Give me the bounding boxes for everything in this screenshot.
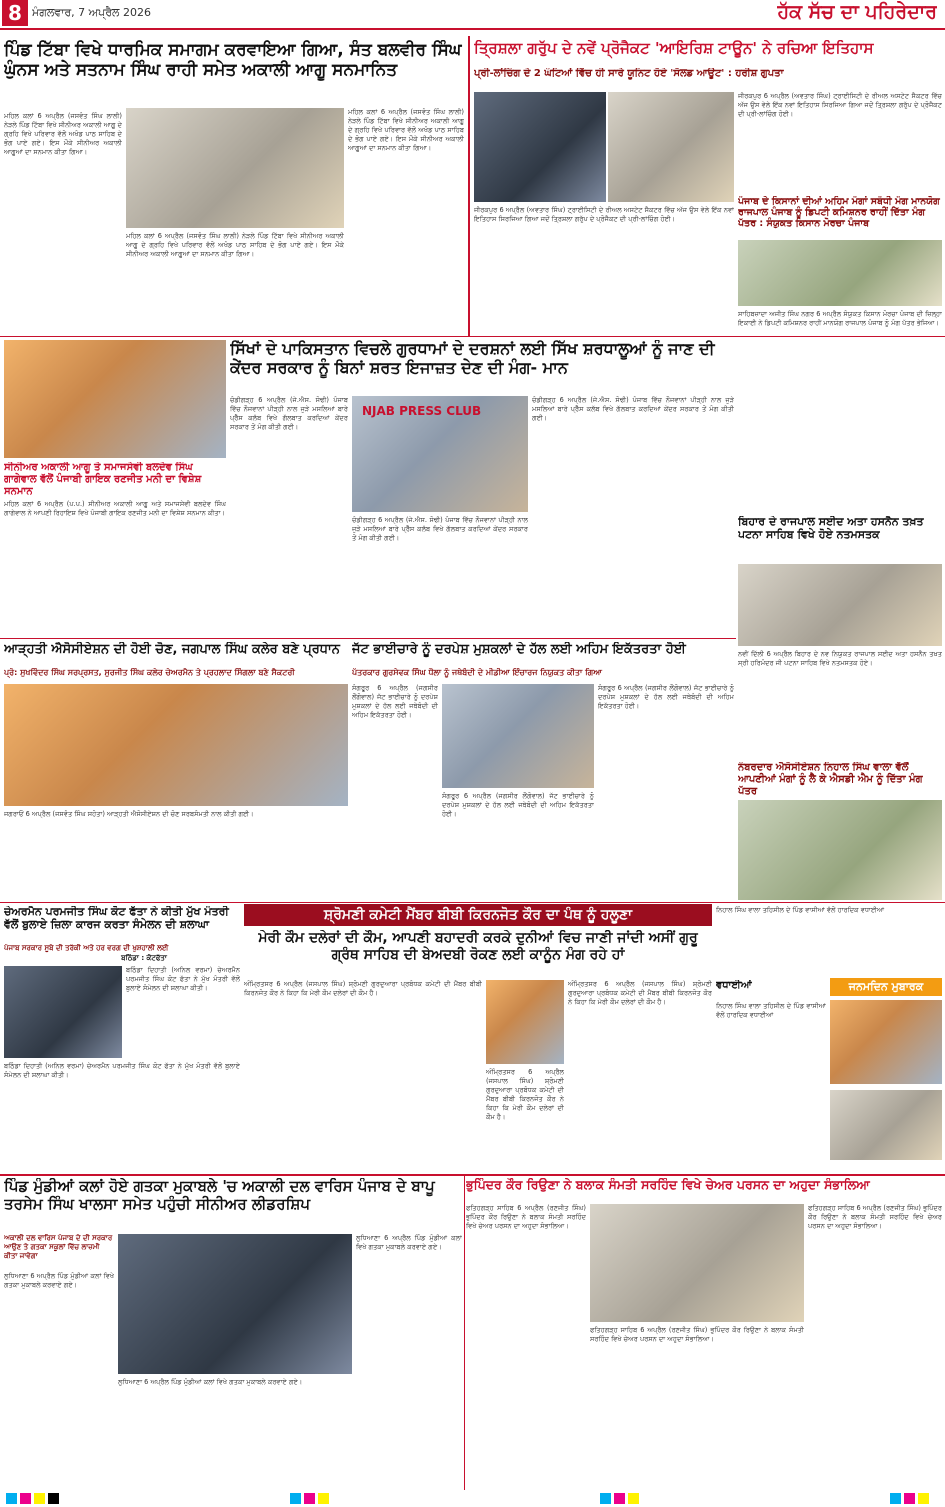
- a3-photo-banner: NJAB PRESS CLUB: [362, 404, 482, 418]
- a3-headline: ਸਿੱਖਾਂ ਦੇ ਪਾਕਿਸਤਾਨ ਵਿਚਲੇ ਗੁਰਧਾਮਾਂ ਦੇ ਦਰਸ਼ਨਾਂ ਲਈ ਸਿੱਖ ਸ਼ਰਧਾਲੂਆਂ ਨੂੰ ਜਾਣ ਦੀ ਕੇਂਦਰ ਸਰਕਾਰ ਨੂੰ ਬਿਨਾਂ ਸ਼ਰਤ ਇਜਾਜ਼ਤ ਦੇਣ ਦੀ ਮੰਗ- ਮਾਨ: [230, 340, 715, 377]
- a8-photo: [442, 684, 594, 788]
- a5-body: ਸਾਹਿਬਜ਼ਾਦਾ ਅਜੀਤ ਸਿੰਘ ਨਗਰ 6 ਅਪ੍ਰੈਲ ਸੰਯੁਕਤ ਕਿਸਾਨ ਮੋਰਚਾ ਪੰਜਾਬ ਦੀ ਜ਼ਿਲ੍ਹਾ ਇਕਾਈ ਨੇ ਡਿਪਟੀ ਕਮਿਸ਼ਨਰ ਰਾਹੀਂ ਮਾਨਯੋਗ ਰਾਜਪਾਲ ਪੰਜਾਬ ਨੂੰ ਮੰਗ ਪੱਤਰ ਭੇਜਿਆ।: [738, 310, 942, 328]
- a14-headline: ਭੁਪਿੰਦਰ ਕੌਰ ਰਿਉਣਾ ਨੇ ਬਲਾਕ ਸੰਮਤੀ ਸਰਹਿੰਦ ਵਿਖੇ ਚੇਅਰ ਪਰਸਨ ਦਾ ਅਹੁਦਾ ਸੰਭਾਲਿਆ: [466, 1178, 870, 1192]
- a4-photo: [4, 340, 226, 458]
- column-divider: [464, 1176, 465, 1490]
- a8-body-col3: ਸੰਗਰੂਰ 6 ਅਪ੍ਰੈਲ (ਜਗਸੀਰ ਲੌਂਗੋਵਾਲ) ਜੱਟ ਭਾਈਚਾਰੇ ਨੂੰ ਦਰਪੇਸ਼ ਮੁਸ਼ਕਲਾਂ ਦੇ ਹੱਲ ਲਈ ਜਥੇਬੰਦੀ ਦੀ ਅਹਿਮ ਇਕੱਤਰਤਾ ਹੋਈ।: [442, 792, 594, 819]
- reg-yellow: [628, 1493, 639, 1504]
- page-header: [0, 0, 945, 30]
- a13-subhead: ਅਕਾਲੀ ਦਲ ਵਾਰਿਸ ਪੰਜਾਬ ਦੇ ਦੀ ਸਰਕਾਰ ਆਉਣ ਤੇ ਗਤਕਾ ਸਕੂਲਾਂ ਵਿੱਚ ਲਾਜ਼ਮੀ ਕੀਤਾ ਜਾਵੇਗਾ: [4, 1234, 113, 1260]
- a10-headline: ਚੇਅਰਮੈਨ ਪਰਮਜੀਤ ਸਿੰਘ ਕੋਟ ਫੱਤਾ ਨੇ ਕੀਤੀ ਮੁੱਖ ਮੰਤਰੀ ਵੱਲੋਂ ਬੁਲਾਏ ਜ਼ਿਲਾ ਕਾਰਜ ਕਰਤਾ ਸੰਮੇਲਨ ਦੀ ਸ਼ਲਾਘਾ: [4, 906, 229, 931]
- a11-photo: [486, 980, 564, 1064]
- registration-strip: [0, 1490, 945, 1507]
- a8-subhead: ਪੱਤਰਕਾਰ ਗੁਰਸੇਵਕ ਸਿੰਘ ਧੌਲਾ ਨੂੰ ਜਥੇਬੰਦੀ ਦੇ ਮੀਡੀਆ ਇੰਚਾਰਜ ਨਿਯੁਕਤ ਕੀਤਾ ਗਿਆ: [352, 668, 602, 677]
- a13-body-col2: ਲੁਧਿਆਣਾ 6 ਅਪ੍ਰੈਲ ਪਿੰਡ ਮੁੰਡੀਆਂ ਕਲਾਂ ਵਿਖੇ ਗਤਕਾ ਮੁਕਾਬਲੇ ਕਰਵਾਏ ਗਏ।: [356, 1234, 462, 1252]
- a9-photo: [738, 800, 942, 900]
- a7-headline: ਆੜ੍ਹਤੀ ਐਸੋਸੀਏਸ਼ਨ ਦੀ ਹੋਈ ਚੋਣ, ਜਗਪਾਲ ਸਿੰਘ ਕਲੇਰ ਬਣੇ ਪ੍ਰਧਾਨ: [4, 642, 340, 657]
- a3-photo: [352, 396, 528, 512]
- a1-body: ਮਹਿਲ ਕਲਾਂ 6 ਅਪ੍ਰੈਲ (ਜਸਵੰਤ ਸਿੰਘ ਲਾਲੀ) ਨੇੜਲੇ ਪਿੰਡ ਟਿੱਬਾ ਵਿਖੇ ਸੀਨੀਅਰ ਅਕਾਲੀ ਆਗੂ ਦੇ ਗ੍ਰਹਿ ਵਿਖੇ ਪਰਿਵਾਰ ਵੱਲੋਂ ਅਖੰਡ ਪਾਠ ਸਾਹਿਬ ਦੇ ਭੋਗ ਪਾਏ ਗਏ। ਇਸ ਮੌਕੇ ਸੀਨੀਅਰ ਅਕਾਲੀ ਆਗੂਆਂ ਦਾ ਸਨਮਾਨ ਕੀਤਾ ਗਿਆ।: [4, 112, 122, 157]
- a1-body-col3: ਮਹਿਲ ਕਲਾਂ 6 ਅਪ੍ਰੈਲ (ਜਸਵੰਤ ਸਿੰਘ ਲਾਲੀ) ਨੇੜਲੇ ਪਿੰਡ ਟਿੱਬਾ ਵਿਖੇ ਸੀਨੀਅਰ ਅਕਾਲੀ ਆਗੂ ਦੇ ਗ੍ਰਹਿ ਵਿਖੇ ਪਰਿਵਾਰ ਵੱਲੋਂ ਅਖੰਡ ਪਾਠ ਸਾਹਿਬ ਦੇ ਭੋਗ ਪਾਏ ਗਏ। ਇਸ ਮੌਕੇ ਸੀਨੀਅਰ ਅਕਾਲੀ ਆਗੂਆਂ ਦਾ ਸਨਮਾਨ ਕੀਤਾ ਗਿਆ।: [126, 232, 344, 259]
- reg-magenta: [304, 1493, 315, 1504]
- a8-body-col2: ਸੰਗਰੂਰ 6 ਅਪ੍ਰੈਲ (ਜਗਸੀਰ ਲੌਂਗੋਵਾਲ) ਜੱਟ ਭਾਈਚਾਰੇ ਨੂੰ ਦਰਪੇਸ਼ ਮੁਸ਼ਕਲਾਂ ਦੇ ਹੱਲ ਲਈ ਜਥੇਬੰਦੀ ਦੀ ਅਹਿਮ ਇਕੱਤਰਤਾ ਹੋਈ।: [598, 684, 734, 711]
- a13-headline: ਪਿੰਡ ਮੁੰਡੀਆਂ ਕਲਾਂ ਹੋਏ ਗਤਕਾ ਮੁਕਾਬਲੇ 'ਚ ਅਕਾਲੀ ਦਲ ਵਾਰਿਸ ਪੰਜਾਬ ਦੇ ਬਾਪੂ ਤਰਸੇਮ ਸਿੰਘ ਖਾਲਸਾ ਸਮੇਤ ਪਹੁੰਚੀ ਸੀਨੀਅਰ ਲੀਡਰਸ਼ਿਪ: [4, 1178, 435, 1213]
- a2-body: ਜੀਰਕਪੁਰ 6 ਅਪ੍ਰੈਲ (ਅਵਤਾਰ ਸਿੰਘ) ਟ੍ਰਾਈਸਿਟੀ ਦੇ ਰੀਅਲ ਅਸਟੇਟ ਸੈਕਟਰ ਵਿੱਚ ਅੱਜ ਉਸ ਵੇਲੇ ਇੱਕ ਨਵਾਂ ਇਤਿਹਾਸ ਸਿਰਜਿਆ ਗਿਆ ਜਦੋਂ ਤ੍ਰਿਸ਼ਲਾ ਗਰੁੱਪ ਦੇ ਪ੍ਰੋਜੈਕਟ ਦੀ ਪ੍ਰੀ-ਲਾਂਚਿੰਗ ਹੋਈ।: [474, 206, 734, 224]
- reg-cyan: [290, 1493, 301, 1504]
- a9-headline: ਨੰਬਰਦਾਰ ਐਸੋਸੀਏਸ਼ਨ ਨਿਹਾਲ ਸਿੰਘ ਵਾਲਾ ਵੱਲੋਂ ਆਪਣੀਆਂ ਮੰਗਾਂ ਨੂੰ ਲੈ ਕੇ ਐਸਡੀ ਐਮ ਨੂੰ ਦਿੱਤਾ ਮੰਗ ਪੱਤਰ: [738, 762, 923, 797]
- a8-body: ਸੰਗਰੂਰ 6 ਅਪ੍ਰੈਲ (ਜਗਸੀਰ ਲੌਂਗੋਵਾਲ) ਜੱਟ ਭਾਈਚਾਰੇ ਨੂੰ ਦਰਪੇਸ਼ ਮੁਸ਼ਕਲਾਂ ਦੇ ਹੱਲ ਲਈ ਜਥੇਬੰਦੀ ਦੀ ਅਹਿਮ ਇਕੱਤਰਤਾ ਹੋਈ।: [352, 684, 438, 720]
- a14-body: ਫਤਿਹਗੜ੍ਹ ਸਾਹਿਬ 6 ਅਪ੍ਰੈਲ (ਰਣਜੀਤ ਸਿੰਘ) ਭੁਪਿੰਦਰ ਕੌਰ ਰਿਉਣਾ ਨੇ ਬਲਾਕ ਸੰਮਤੀ ਸਰਹਿੰਦ ਵਿਖੇ ਚੇਅਰ ਪਰਸਨ ਦਾ ਅਹੁਦਾ ਸੰਭਾਲਿਆ।: [466, 1204, 586, 1231]
- a6-body: ਨਵੀਂ ਦਿੱਲੀ 6 ਅਪ੍ਰੈਲ ਬਿਹਾਰ ਦੇ ਨਵ ਨਿਯੁਕਤ ਰਾਜਪਾਲ ਸਈਦ ਅਤਾ ਹਸਨੈਨ ਤਖ਼ਤ ਸ੍ਰੀ ਹਰਿਮੰਦਰ ਜੀ ਪਟਨਾ ਸਾਹਿਬ ਵਿਖੇ ਨਤਮਸਤਕ ਹੋਏ।: [738, 650, 942, 668]
- a2-body-col2: ਜੀਰਕਪੁਰ 6 ਅਪ੍ਰੈਲ (ਅਵਤਾਰ ਸਿੰਘ) ਟ੍ਰਾਈਸਿਟੀ ਦੇ ਰੀਅਲ ਅਸਟੇਟ ਸੈਕਟਰ ਵਿੱਚ ਅੱਜ ਉਸ ਵੇਲੇ ਇੱਕ ਨਵਾਂ ਇਤਿਹਾਸ ਸਿਰਜਿਆ ਗਿਆ ਜਦੋਂ ਤ੍ਰਿਸ਼ਲਾ ਗਰੁੱਪ ਦੇ ਪ੍ਰੋਜੈਕਟ ਦੀ ਪ੍ਰੀ-ਲਾਂਚਿੰਗ ਹੋਈ।: [738, 92, 942, 119]
- column-divider: [468, 36, 470, 336]
- a2-photo-2: [608, 92, 734, 202]
- a1-body-col2: ਮਹਿਲ ਕਲਾਂ 6 ਅਪ੍ਰੈਲ (ਜਸਵੰਤ ਸਿੰਘ ਲਾਲੀ) ਨੇੜਲੇ ਪਿੰਡ ਟਿੱਬਾ ਵਿਖੇ ਸੀਨੀਅਰ ਅਕਾਲੀ ਆਗੂ ਦੇ ਗ੍ਰਹਿ ਵਿਖੇ ਪਰਿਵਾਰ ਵੱਲੋਂ ਅਖੰਡ ਪਾਠ ਸਾਹਿਬ ਦੇ ਭੋਗ ਪਾਏ ਗਏ। ਇਸ ਮੌਕੇ ਸੀਨੀਅਰ ਅਕਾਲੀ ਆਗੂਆਂ ਦਾ ਸਨਮਾਨ ਕੀਤਾ ਗਿਆ।: [348, 108, 464, 153]
- a4-headline: ਸੀਨੀਅਰ ਅਕਾਲੀ ਆਗੂ ਤੇ ਸਮਾਜਸੇਵੀ ਬਲਦੇਵ ਸਿੰਘ ਗਾਗੇਵਾਲ ਵੱਲੋਂ ਪੰਜਾਬੀ ਗਾਇਕ ਰਣਜੀਤ ਮਨੀ ਦਾ ਵਿਸ਼ੇਸ਼ ਸਨਮਾਨ: [4, 462, 202, 497]
- reg-magenta: [904, 1493, 915, 1504]
- section-divider: [0, 336, 945, 337]
- a11-headline: ਮੇਰੀ ਕੌਮ ਦਲੇਰਾਂ ਦੀ ਕੌਮ, ਆਪਣੀ ਬਹਾਦਰੀ ਕਰਕੇ ਦੁਨੀਆਂ ਵਿਚ ਜਾਣੀ ਜਾਂਦੀ ਅਸੀਂ ਗੁਰੂ ਗ੍ਰੰਥ ਸਾਹਿਬ ਦੀ ਬੇਅਦਬੀ ਰੋਕਣ ਲਈ ਕਾਨੂੰਨ ਮੰਗ ਰਹੇ ਹਾਂ: [258, 930, 698, 963]
- a12-photo-2: [830, 1090, 942, 1160]
- a14-body-col3: ਫਤਿਹਗੜ੍ਹ ਸਾਹਿਬ 6 ਅਪ੍ਰੈਲ (ਰਣਜੀਤ ਸਿੰਘ) ਭੁਪਿੰਦਰ ਕੌਰ ਰਿਉਣਾ ਨੇ ਬਲਾਕ ਸੰਮਤੀ ਸਰਹਿੰਦ ਵਿਖੇ ਚੇਅਰ ਪਰਸਨ ਦਾ ਅਹੁਦਾ ਸੰਭਾਲਿਆ।: [590, 1326, 804, 1344]
- masthead: ਹੱਕ ਸੱਚ ਦਾ ਪਹਿਰੇਦਾਰ: [777, 1, 937, 23]
- reg-cyan: [890, 1493, 901, 1504]
- reg-black: [48, 1493, 59, 1504]
- a10-byline: ਬਠਿੰਡਾ : ਕੋਟਫੱਤਾ: [121, 954, 167, 962]
- a12-body: ਨਿਹਾਲ ਸਿੰਘ ਵਾਲਾ ਤਹਿਸੀਲ ਦੇ ਪਿੰਡ ਵਾਸੀਆਂ ਵੱਲੋਂ ਹਾਰਦਿਕ ਵਧਾਈਆਂ: [716, 906, 885, 914]
- a11-body: ਅੰਮ੍ਰਿਤਸਰ 6 ਅਪ੍ਰੈਲ (ਜਸਪਾਲ ਸਿੰਘ) ਸ਼੍ਰੋਮਣੀ ਗੁਰਦੁਆਰਾ ਪ੍ਰਬੰਧਕ ਕਮੇਟੀ ਦੀ ਮੈਂਬਰ ਬੀਬੀ ਕਿਰਨਜੋਤ ਕੌਰ ਨੇ ਕਿਹਾ ਕਿ ਮੇਰੀ ਕੌਮ ਦਲੇਰਾਂ ਦੀ ਕੌਮ ਹੈ।: [244, 980, 482, 998]
- a13-photo: [118, 1234, 352, 1374]
- section-divider: [0, 638, 736, 639]
- issue-date: ਮੰਗਲਵਾਰ, 7 ਅਪ੍ਰੈਲ 2026: [32, 6, 151, 19]
- a10-body: ਬਠਿੰਡਾ ਦਿਹਾਤੀ (ਅਨਿਲ ਵਰਮਾ) ਚੇਅਰਮੈਨ ਪਰਮਜੀਤ ਸਿੰਘ ਕੋਟ ਫੱਤਾ ਨੇ ਮੁੱਖ ਮੰਤਰੀ ਵੱਲੋਂ ਬੁਲਾਏ ਸੰਮੇਲਨ ਦੀ ਸ਼ਲਾਘਾ ਕੀਤੀ।: [126, 966, 240, 993]
- a13-body: ਲੁਧਿਆਣਾ 6 ਅਪ੍ਰੈਲ ਪਿੰਡ ਮੁੰਡੀਆਂ ਕਲਾਂ ਵਿਖੇ ਗਤਕਾ ਮੁਕਾਬਲੇ ਕਰਵਾਏ ਗਏ।: [4, 1272, 114, 1290]
- a11-body-col2: ਅੰਮ੍ਰਿਤਸਰ 6 ਅਪ੍ਰੈਲ (ਜਸਪਾਲ ਸਿੰਘ) ਸ਼੍ਰੋਮਣੀ ਗੁਰਦੁਆਰਾ ਪ੍ਰਬੰਧਕ ਕਮੇਟੀ ਦੀ ਮੈਂਬਰ ਬੀਬੀ ਕਿਰਨਜੋਤ ਕੌਰ ਨੇ ਕਿਹਾ ਕਿ ਮੇਰੀ ਕੌਮ ਦਲੇਰਾਂ ਦੀ ਕੌਮ ਹੈ।: [568, 980, 712, 1007]
- a3-body: ਚੰਡੀਗੜ੍ਹ 6 ਅਪ੍ਰੈਲ (ਜੇ.ਐਸ. ਸੋਢੀ) ਪੰਜਾਬ ਵਿੱਚ ਨੌਜਵਾਨਾਂ ਪੀੜ੍ਹੀ ਨਾਲ ਜੁੜੇ ਮਸਲਿਆਂ ਬਾਰੇ ਪ੍ਰੈੱਸ ਕਲੱਬ ਵਿਖੇ ਗੱਲਬਾਤ ਕਰਦਿਆਂ ਕੇਂਦਰ ਸਰਕਾਰ ਤੋਂ ਮੰਗ ਕੀਤੀ ਗਈ।: [230, 396, 348, 432]
- a1-photo: [126, 108, 344, 228]
- a12-headline: ਵਧਾਈਆਂ: [716, 980, 752, 991]
- a14-body-col2: ਫਤਿਹਗੜ੍ਹ ਸਾਹਿਬ 6 ਅਪ੍ਰੈਲ (ਰਣਜੀਤ ਸਿੰਘ) ਭੁਪਿੰਦਰ ਕੌਰ ਰਿਉਣਾ ਨੇ ਬਲਾਕ ਸੰਮਤੀ ਸਰਹਿੰਦ ਵਿਖੇ ਚੇਅਰ ਪਰਸਨ ਦਾ ਅਹੁਦਾ ਸੰਭਾਲਿਆ।: [808, 1204, 942, 1231]
- reg-yellow: [34, 1493, 45, 1504]
- a10-photo: [4, 966, 122, 1058]
- reg-cyan: [600, 1493, 611, 1504]
- a12-badge: ਜਨਮਦਿਨ ਮੁਬਾਰਕ: [830, 978, 942, 996]
- a12-body-col2: ਨਿਹਾਲ ਸਿੰਘ ਵਾਲਾ ਤਹਿਸੀਲ ਦੇ ਪਿੰਡ ਵਾਸੀਆਂ ਵੱਲੋਂ ਹਾਰਦਿਕ ਵਧਾਈਆਂ: [716, 1002, 826, 1020]
- a5-photo: [738, 240, 942, 306]
- a11-banner: ਸ਼੍ਰੋਮਣੀ ਕਮੇਟੀ ਮੈਂਬਰ ਬੀਬੀ ਕਿਰਨਜੋਤ ਕੌਰ ਦਾ ਪੰਥ ਨੂੰ ਹਲੂਣਾ: [244, 904, 712, 926]
- a6-photo: [738, 564, 942, 646]
- section-divider: [0, 1174, 945, 1176]
- a7-photo: [4, 684, 348, 806]
- a12-photo-1: [830, 1000, 942, 1084]
- a5-headline: ਪੰਜਾਬ ਦੇ ਕਿਸਾਨਾਂ ਦੀਆਂ ਅਹਿਮ ਮੰਗਾਂ ਸਬੰਧੀ ਮੰਗ ਮਾਨਯੋਗ ਰਾਜਪਾਲ ਪੰਜਾਬ ਨੂੰ ਡਿਪਟੀ ਕਮਿਸ਼ਨਰ ਰਾਹੀਂ ਦਿੱਤਾ ਮੰਗ ਪੱਤਰ : ਸੰਯੁਕਤ ਕਿਸਾਨ ਮੋਰਚਾ ਪੰਜਾਬ: [738, 196, 940, 230]
- a13-body-col3: ਲੁਧਿਆਣਾ 6 ਅਪ੍ਰੈਲ ਪਿੰਡ ਮੁੰਡੀਆਂ ਕਲਾਂ ਵਿਖੇ ਗਤਕਾ ਮੁਕਾਬਲੇ ਕਰਵਾਏ ਗਏ।: [118, 1378, 303, 1386]
- a10-body-col2: ਬਠਿੰਡਾ ਦਿਹਾਤੀ (ਅਨਿਲ ਵਰਮਾ) ਚੇਅਰਮੈਨ ਪਰਮਜੀਤ ਸਿੰਘ ਕੋਟ ਫੱਤਾ ਨੇ ਮੁੱਖ ਮੰਤਰੀ ਵੱਲੋਂ ਬੁਲਾਏ ਸੰਮੇਲਨ ਦੀ ਸ਼ਲਾਘਾ ਕੀਤੀ।: [4, 1062, 240, 1080]
- a1-headline: ਪਿੰਡ ਟਿੱਬਾ ਵਿਖੇ ਧਾਰਮਿਕ ਸਮਾਗਮ ਕਰਵਾਇਆ ਗਿਆ, ਸੰਤ ਬਲਵੀਰ ਸਿੰਘ ਘੁੰਨਸ ਅਤੇ ਸਤਨਾਮ ਸਿੰਘ ਰਾਹੀ ਸਮੇਤ ਅਕਾਲੀ ਆਗੂ ਸਨਮਾਨਿਤ: [4, 40, 462, 81]
- reg-magenta: [20, 1493, 31, 1504]
- reg-yellow: [318, 1493, 329, 1504]
- a10-subhead: ਪੰਜਾਬ ਸਰਕਾਰ ਸੂਬੇ ਦੀ ਤਰੱਕੀ ਅਤੇ ਹਰ ਵਰਗ ਦੀ ਖੁਸ਼ਹਾਲੀ ਲਈ: [4, 944, 169, 952]
- a2-headline: ਤ੍ਰਿਸ਼ਲਾ ਗਰੁੱਪ ਦੇ ਨਵੇਂ ਪ੍ਰੋਜੈਕਟ 'ਆਇਰਿਸ਼ ਟਾਊਨ' ਨੇ ਰਚਿਆ ਇਤਿਹਾਸ: [474, 40, 874, 57]
- a2-photo-1: [474, 92, 606, 202]
- reg-cyan: [6, 1493, 17, 1504]
- reg-magenta: [614, 1493, 625, 1504]
- a11-body-col3: ਅੰਮ੍ਰਿਤਸਰ 6 ਅਪ੍ਰੈਲ (ਜਸਪਾਲ ਸਿੰਘ) ਸ਼੍ਰੋਮਣੀ ਗੁਰਦੁਆਰਾ ਪ੍ਰਬੰਧਕ ਕਮੇਟੀ ਦੀ ਮੈਂਬਰ ਬੀਬੀ ਕਿਰਨਜੋਤ ਕੌਰ ਨੇ ਕਿਹਾ ਕਿ ਮੇਰੀ ਕੌਮ ਦਲੇਰਾਂ ਦੀ ਕੌਮ ਹੈ।: [486, 1068, 564, 1122]
- a7-body: ਜਗਰਾਓਂ 6 ਅਪ੍ਰੈਲ (ਜਸਵੰਤ ਸਿੰਘ ਸਹੋਤਾ) ਆੜ੍ਹਤੀ ਐਸੋਸੀਏਸ਼ਨ ਦੀ ਚੋਣ ਸਰਬਸੰਮਤੀ ਨਾਲ ਕੀਤੀ ਗਈ।: [4, 810, 254, 818]
- a6-headline: ਬਿਹਾਰ ਦੇ ਰਾਜਪਾਲ ਸਈਦ ਅਤਾ ਹਸਨੈਨ ਤਖ਼ਤ ਪਟਨਾ ਸਾਹਿਬ ਵਿਖੇ ਹੋਏ ਨਤਮਸਤਕ: [738, 516, 924, 541]
- a2-subhead: ਪ੍ਰੀ-ਲਾਂਚਿੰਗ ਦੇ 2 ਘੰਟਿਆਂ ਵਿੱਚ ਹੀ ਸਾਰੇ ਯੂਨਿਟ ਹੋਏ 'ਸੋਲਡ ਆਊਟ' : ਹਰੀਸ਼ ਗੁਪਤਾ: [474, 68, 784, 79]
- page-number: 8: [2, 0, 28, 26]
- a4-body: ਮਹਿਲ ਕਲਾਂ 6 ਅਪ੍ਰੈਲ (ਪ.ਪ.) ਸੀਨੀਅਰ ਅਕਾਲੀ ਆਗੂ ਅਤੇ ਸਮਾਜਸੇਵੀ ਬਲਦੇਵ ਸਿੰਘ ਗਾਗੇਵਾਲ ਨੇ ਆਪਣੀ ਰਿਹਾਇਸ਼ ਵਿਖੇ ਪੰਜਾਬੀ ਗਾਇਕ ਰਣਜੀਤ ਮਨੀ ਦਾ ਵਿਸ਼ੇਸ਼ ਸਨਮਾਨ ਕੀਤਾ।: [4, 500, 226, 518]
- a14-photo: [590, 1204, 804, 1322]
- reg-yellow: [918, 1493, 929, 1504]
- a7-subhead: ਪ੍ਰੋ: ਸੁਖਵਿੰਦਰ ਸਿੰਘ ਸਰਪ੍ਰਸਤ, ਸੁਰਜੀਤ ਸਿੰਘ ਕਲੇਰ ਚੇਅਰਮੈਨ ਤੇ ਪ੍ਰਹਲਾਦ ਸਿੰਗਲਾ ਬਣੇ ਸੈਕਟਰੀ: [4, 668, 295, 677]
- section-divider: [0, 902, 945, 903]
- a8-headline: ਜੱਟ ਭਾਈਚਾਰੇ ਨੂੰ ਦਰਪੇਸ਼ ਮੁਸ਼ਕਲਾਂ ਦੇ ਹੱਲ ਲਈ ਅਹਿਮ ਇਕੱਤਰਤਾ ਹੋਈ: [352, 642, 686, 657]
- a3-body-col3: ਚੰਡੀਗੜ੍ਹ 6 ਅਪ੍ਰੈਲ (ਜੇ.ਐਸ. ਸੋਢੀ) ਪੰਜਾਬ ਵਿੱਚ ਨੌਜਵਾਨਾਂ ਪੀੜ੍ਹੀ ਨਾਲ ਜੁੜੇ ਮਸਲਿਆਂ ਬਾਰੇ ਪ੍ਰੈੱਸ ਕਲੱਬ ਵਿਖੇ ਗੱਲਬਾਤ ਕਰਦਿਆਂ ਕੇਂਦਰ ਸਰਕਾਰ ਤੋਂ ਮੰਗ ਕੀਤੀ ਗਈ।: [352, 516, 528, 543]
- a3-body-col2: ਚੰਡੀਗੜ੍ਹ 6 ਅਪ੍ਰੈਲ (ਜੇ.ਐਸ. ਸੋਢੀ) ਪੰਜਾਬ ਵਿੱਚ ਨੌਜਵਾਨਾਂ ਪੀੜ੍ਹੀ ਨਾਲ ਜੁੜੇ ਮਸਲਿਆਂ ਬਾਰੇ ਪ੍ਰੈੱਸ ਕਲੱਬ ਵਿਖੇ ਗੱਲਬਾਤ ਕਰਦਿਆਂ ਕੇਂਦਰ ਸਰਕਾਰ ਤੋਂ ਮੰਗ ਕੀਤੀ ਗਈ।: [532, 396, 734, 423]
